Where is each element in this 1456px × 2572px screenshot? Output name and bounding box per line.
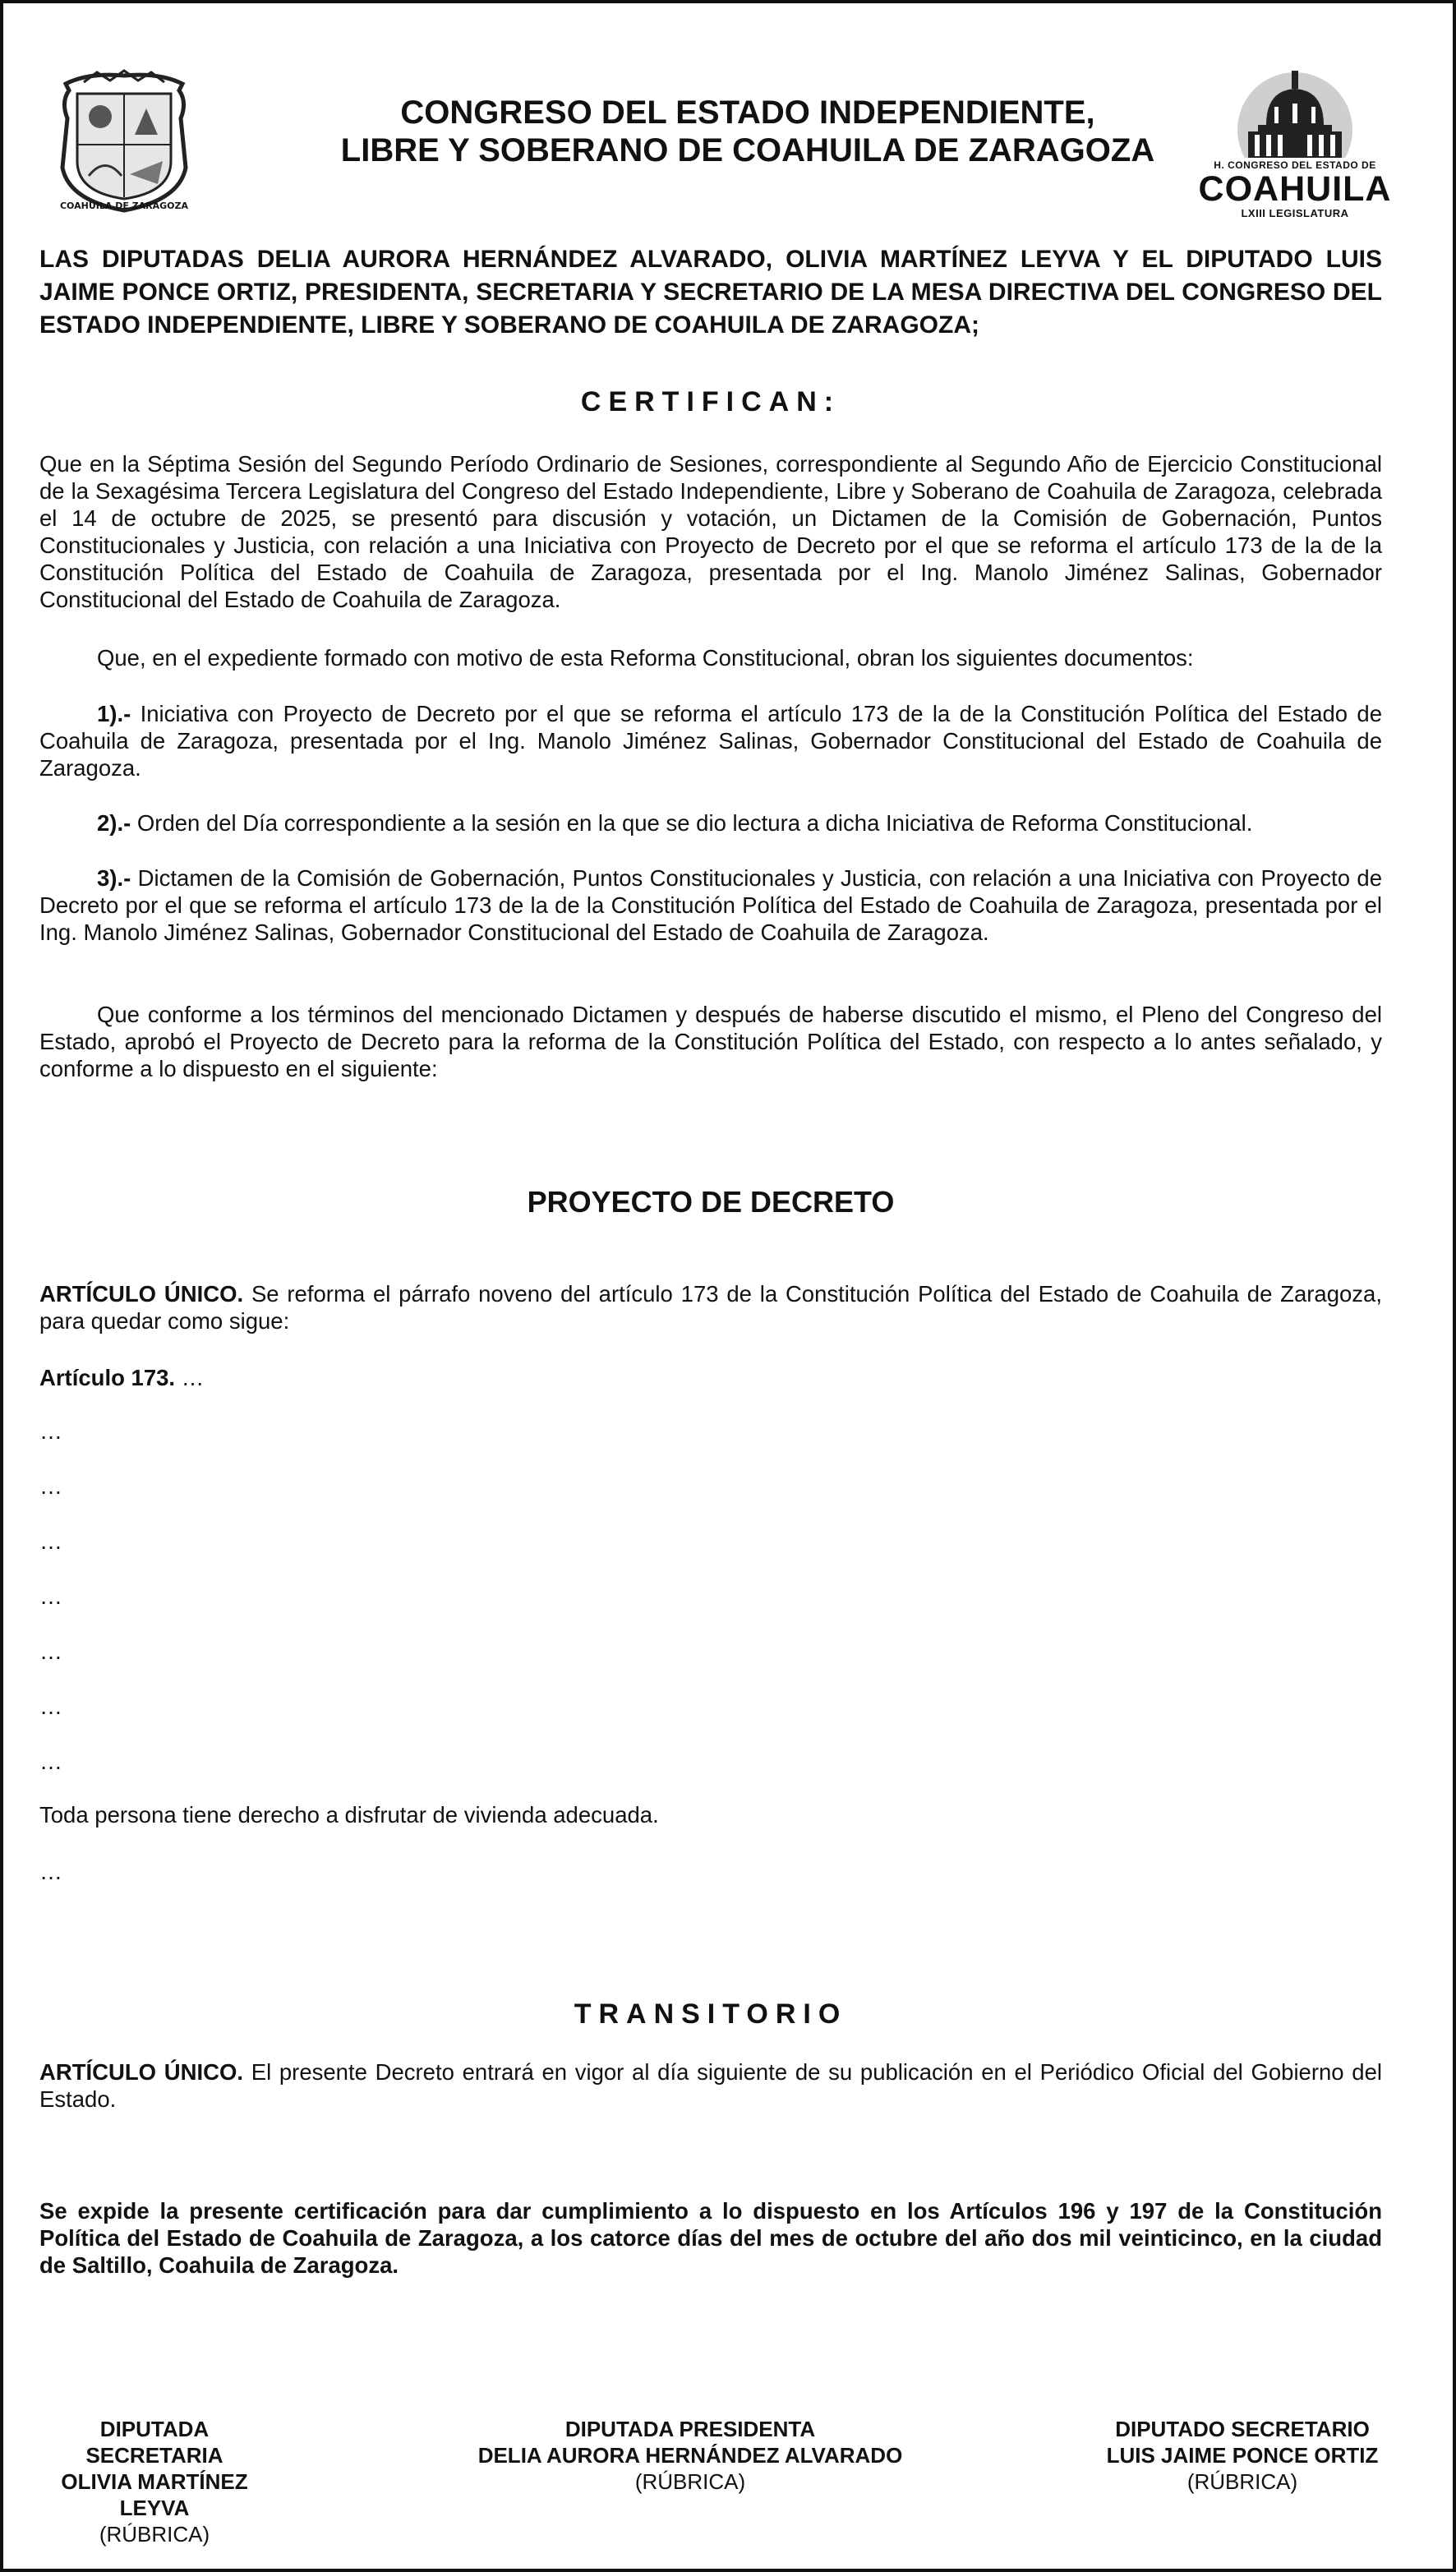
logo-small-text: H. CONGRESO DEL ESTADO DE: [1214, 159, 1376, 171]
item-1-text: Iniciativa con Proyecto de Decreto por el que se reforma el artículo 173 de la de la Constitución Política del Estado de Coahuila de Zaragoza, presentada por el Ing. Manolo Jiménez Salinas, Gobernador Constitucional del Estado de Coahuila de Zaragoza.: [39, 701, 1382, 781]
logo-coahuila-text: COAHUILA: [1198, 169, 1392, 209]
decree-title: PROYECTO DE DECRETO: [527, 1185, 895, 1219]
title-line-1: CONGRESO DEL ESTADO INDEPENDIENTE,: [400, 94, 1095, 131]
document-item-3: [39, 864, 1382, 946]
capitol-dome-icon: [1225, 66, 1365, 158]
transitorio-text: El presente Decreto entrará en vigor al día siguiente de su publicación en el Periódico Oficial del Gobierno del Estado.: [39, 2059, 1382, 2112]
signature-role: DIPUTADA PRESIDENTA: [564, 2417, 816, 2441]
body-paragraph-2: Que, en el expediente formado con motivo de esta Reforma Constitucional, obran los siguientes documentos:: [97, 645, 1194, 671]
logo-legislature-text: LXIII LEGISLATURA: [1241, 207, 1349, 219]
signature-name: LUIS JAIME PONCE ORTIZ: [1106, 2443, 1379, 2468]
vivienda-text: Toda persona tiene derecho a disfrutar de vivienda adecuada.: [39, 1802, 659, 1828]
body-paragraph-3: Que conforme a los términos del mencionado Dictamen y después de haberse discutido el mismo, el Pleno del Congreso del Estado, aprobó el Proyecto de Decreto para la reforma de la Constitución Política del Estado, con respecto a lo antes señalado, y conforme a lo dispuesto en el siguiente:: [39, 1002, 1382, 1081]
signature-role: DIPUTADA SECRETARIA: [85, 2417, 223, 2468]
final-ellipsis: …: [39, 1859, 62, 1884]
articulo-173: [39, 1364, 1382, 1391]
ellipsis-line: …: [39, 1583, 62, 1609]
certification-closing: Se expide la presente certificación para dar cumplimiento a lo dispuesto en los Artículos 196 y 197 de la Constitución Política del Estado de Coahuila de Zaragoza, a los catorce días del mes de octubre del año dos mil veinticinco, en la ciudad de Saltillo, Coahuila de Zaragoza.: [39, 2198, 1382, 2278]
transitorio-articulo: [39, 2058, 1382, 2113]
signature-rubrica: (RÚBRICA): [1186, 2469, 1298, 2494]
item-2-label: 2).-: [97, 810, 131, 836]
item-1-label: 1).-: [97, 701, 131, 726]
lead-paragraph: LAS DIPUTADAS DELIA AURORA HERNÁNDEZ ALVARADO, OLIVIA MARTÍNEZ LEYVA Y EL DIPUTADO LUIS JAIME PONCE ORTIZ, PRESIDENTA, SECRETARIA Y SECRETARIO DE LA MESA DIRECTIVA DEL CONGRESO DEL ESTADO INDEPENDIENTE, LIBRE Y SOBERANO DE COAHUILA DE ZARAGOZA;: [39, 246, 1382, 339]
congress-logo: [1198, 66, 1392, 227]
signature-name: DELIA AURORA HERNÁNDEZ ALVARADO: [477, 2443, 903, 2468]
title-line-2: LIBRE Y SOBERANO DE COAHUILA DE ZARAGOZA: [340, 132, 1155, 168]
ellipsis-line: …: [39, 1694, 62, 1719]
ellipsis-line: …: [39, 1749, 62, 1774]
signature-presidenta: [468, 2416, 912, 2495]
ellipsis-line: …: [39, 1418, 62, 1444]
signature-name: OLIVIA MARTÍNEZ LEYVA: [61, 2469, 248, 2520]
articulo-173-tail: …: [175, 1365, 205, 1390]
articulo-unico-label: ARTÍCULO ÚNICO.: [39, 1281, 244, 1307]
item-3-label: 3).-: [97, 865, 131, 891]
articulo-unico-text: Se reforma el párrafo noveno del artículo 173 de la Constitución Política del Estado de Coahuila de Zaragoza, para quedar como sigue:: [39, 1281, 1382, 1334]
articulo-unico: [39, 1280, 1382, 1334]
item-3-text: Dictamen de la Comisión de Gobernación, Puntos Constitucionales y Justicia, con relación a una Iniciativa con Proyecto de Decreto por el que se reforma el artículo 173 de la de la Constitución Política del Estado de Coahuila de Zaragoza, presentada por el Ing. Manolo Jiménez Salinas, Gobernador Constitucional del Estado de Coahuila de Zaragoza.: [39, 865, 1382, 945]
signature-role: DIPUTADO SECRETARIO: [1115, 2417, 1370, 2441]
ellipsis-line: …: [39, 1528, 62, 1554]
ellipsis-line: …: [39, 1639, 62, 1664]
document-item-2: [39, 809, 1382, 837]
svg-text:COAHUILA DE ZARAGOZA: COAHUILA DE ZARAGOZA: [59, 201, 189, 211]
transitorio-heading: TRANSITORIO: [574, 1998, 848, 2030]
signature-rubrica: (RÚBRICA): [99, 2522, 210, 2547]
item-2-text: Orden del Día correspondiente a la sesión en la que se dio lectura a dicha Iniciativa de Reforma Constitucional.: [131, 810, 1253, 836]
body-paragraph-1: Que en la Séptima Sesión del Segundo Período Ordinario de Sesiones, correspondiente al Segundo Año de Ejercicio Constitucional de la Sexagésima Tercera Legislatura del Congreso del Estado Independiente, Libre y Soberano de Coahuila de Zaragoza, celebrada el 14 de octubre de 2025, se presentó para discusión y votación, un Dictamen de la Comisión de Gobernación, Puntos Constitucionales y Justicia, con relación a una Iniciativa con Proyecto de Decreto por el que se reforma el artículo 173 de la de la Constitución Política del Estado de Coahuila de Zaragoza, presentada por el Ing. Manolo Jiménez Salinas, Gobernador Constitucional del Estado de Coahuila de Zaragoza.: [39, 451, 1382, 612]
signature-rubrica: (RÚBRICA): [634, 2469, 746, 2494]
articulo-173-label: Artículo 173.: [39, 1365, 176, 1390]
ellipsis-line: …: [39, 1473, 62, 1499]
transitorio-label: ARTÍCULO ÚNICO.: [39, 2059, 244, 2085]
signature-secretaria: [39, 2416, 270, 2547]
signature-secretario: [1103, 2416, 1382, 2495]
document-item-1: [39, 700, 1382, 781]
certifican-heading: CERTIFICAN:: [580, 386, 841, 417]
